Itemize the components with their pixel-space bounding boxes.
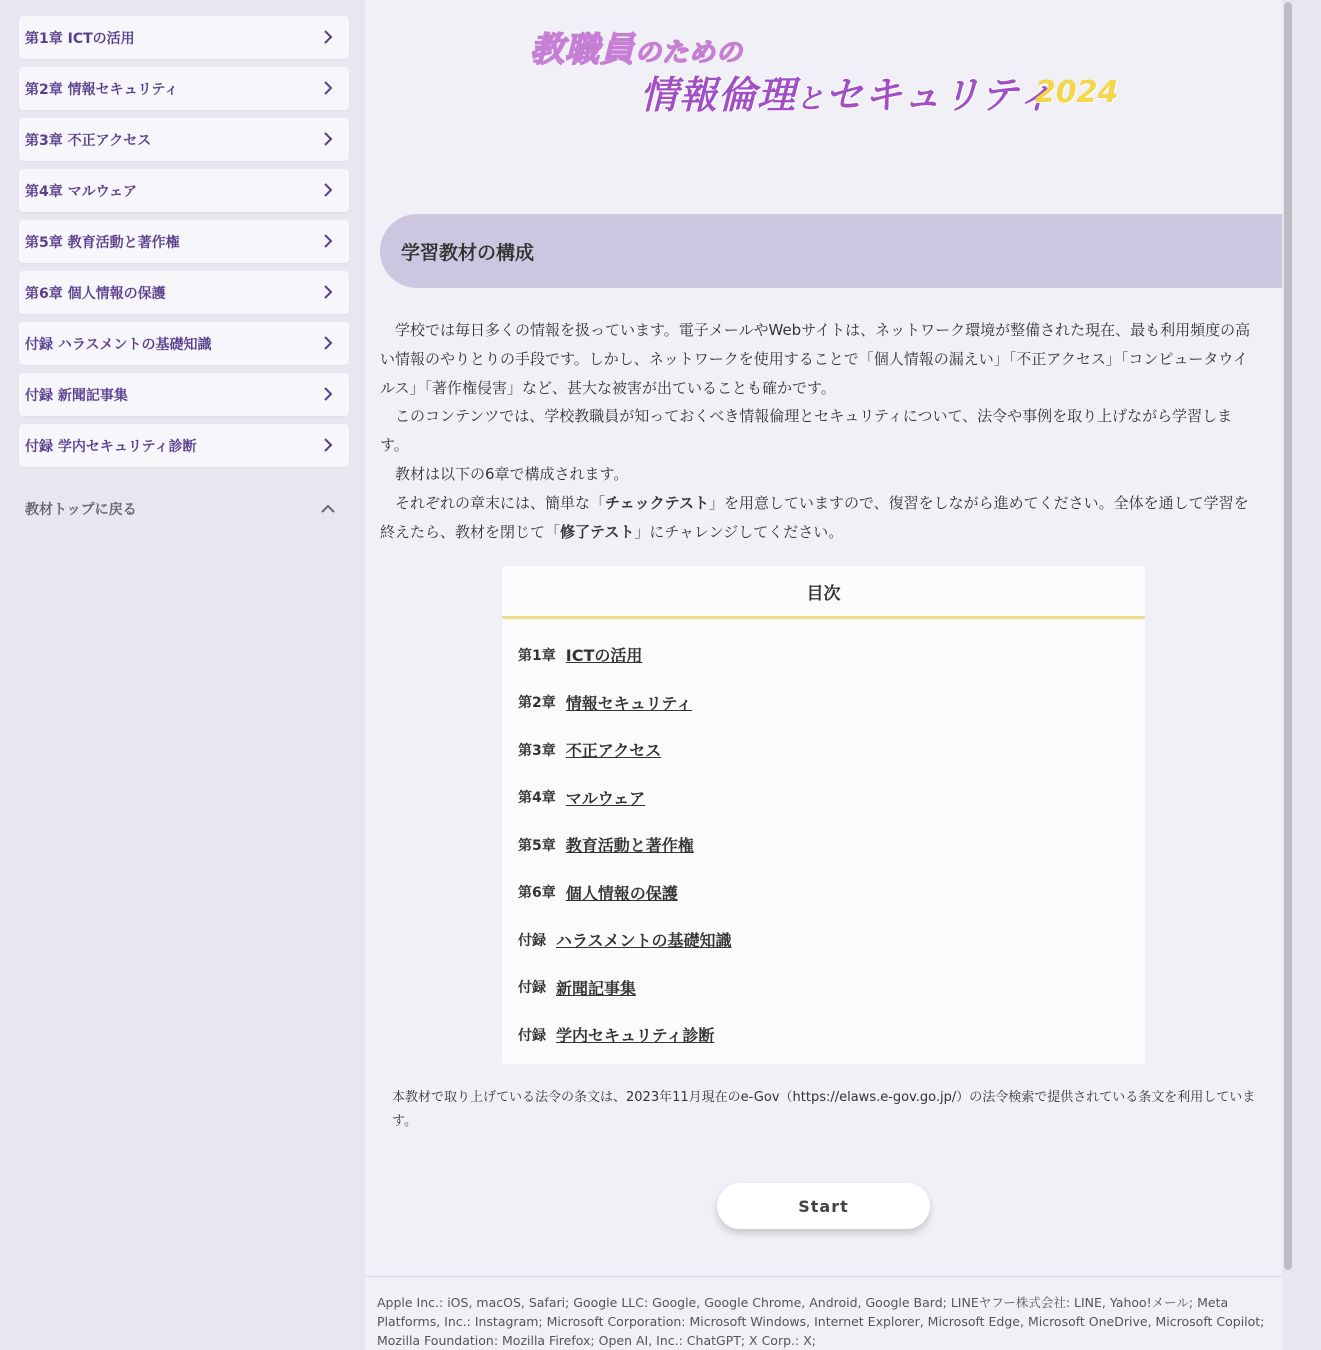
toc-row <box>502 726 1145 774</box>
chevron-right-icon <box>319 436 337 454</box>
toc-link-appendix-harassment[interactable]: ハラスメントの基礎知識 <box>556 931 732 951</box>
toc-chapter-number: 第5章 <box>518 837 556 854</box>
logo-text: 情報倫理 <box>640 73 797 117</box>
toc-chapter-number: 第4章 <box>518 790 556 807</box>
sidebar-item-label: 第1章 ICTの活用 <box>25 30 135 47</box>
intro-paragraph <box>380 489 1260 547</box>
toc-chapter-number: 第6章 <box>518 885 556 902</box>
sidebar-item-appendix-security-check[interactable] <box>19 424 349 467</box>
toc-link-chapter2[interactable]: 情報セキュリティ <box>565 693 693 713</box>
toc-chapter-number: 第1章 <box>518 647 556 664</box>
toc-row <box>502 774 1145 822</box>
toc-link-appendix-news[interactable]: 新聞記事集 <box>556 978 637 998</box>
sidebar-item-label: 付録 学内セキュリティ診断 <box>25 438 197 455</box>
chevron-up-icon <box>319 500 337 518</box>
sidebar-item-label: 第6章 個人情報の保護 <box>25 285 166 302</box>
sidebar-item-chapter3[interactable] <box>19 118 349 161</box>
toc-row <box>502 821 1145 869</box>
chevron-right-icon <box>319 181 337 199</box>
intro-paragraph: 教材は以下の6章で構成されます。 <box>395 464 629 483</box>
intro-text <box>380 316 1260 546</box>
toc-row <box>502 631 1145 679</box>
intro-text-part: それぞれの章末には、簡単な「 <box>395 493 606 512</box>
logo-text: と <box>796 82 826 115</box>
logo-text: のための <box>635 38 744 68</box>
back-to-top-link[interactable] <box>19 493 349 525</box>
chevron-right-icon <box>319 28 337 46</box>
start-button[interactable]: Start <box>717 1183 930 1229</box>
final-test-emphasis: 修了テスト <box>560 522 635 541</box>
right-gutter <box>1294 0 1321 1350</box>
logo-line2 <box>640 64 1055 119</box>
sidebar-item-label: 第2章 情報セキュリティ <box>25 81 179 98</box>
toc-row <box>502 869 1145 917</box>
sidebar <box>0 0 365 1350</box>
sidebar-item-label: 付録 新聞記事集 <box>25 387 128 404</box>
sidebar-item-chapter2[interactable] <box>19 67 349 110</box>
sidebar-item-chapter5[interactable] <box>19 220 349 263</box>
scrollbar-thumb[interactable] <box>1284 2 1292 1270</box>
toc-link-chapter4[interactable]: マルウェア <box>565 788 646 808</box>
toc-row <box>502 916 1145 964</box>
toc-row <box>502 964 1145 1012</box>
sidebar-item-chapter1[interactable] <box>19 16 349 59</box>
intro-text-part: 」を用意していますので、復習をしながら進めてください。全体を通して学習を終えたら、教材を閉じて「 <box>380 493 1249 541</box>
check-test-emphasis: チェックテスト <box>605 493 709 512</box>
chevron-right-icon <box>319 232 337 250</box>
logo-year: 2024 <box>1035 75 1119 110</box>
chevron-right-icon <box>319 130 337 148</box>
toc-link-appendix-security-check[interactable]: 学内セキュリティ診断 <box>556 1026 715 1046</box>
scrollbar[interactable] <box>1282 0 1294 1350</box>
sidebar-item-chapter4[interactable] <box>19 169 349 212</box>
toc-row <box>502 1011 1145 1059</box>
logo-text: セキュリティ <box>825 73 1056 117</box>
toc-title: 目次 <box>502 566 1145 619</box>
toc-chapter-number: 付録 <box>518 980 546 997</box>
back-to-top-label: 教材トップに戻る <box>25 502 137 518</box>
toc-link-chapter3[interactable]: 不正アクセス <box>565 741 662 761</box>
chevron-right-icon <box>319 79 337 97</box>
chevron-right-icon <box>319 334 337 352</box>
sidebar-item-label: 付録 ハラスメントの基礎知識 <box>25 336 212 353</box>
toc-link-chapter1[interactable]: ICTの活用 <box>565 646 643 666</box>
sidebar-item-label: 第4章 マルウェア <box>25 183 138 200</box>
sidebar-item-appendix-harassment[interactable] <box>19 322 349 365</box>
chevron-right-icon <box>319 283 337 301</box>
chevron-right-icon <box>319 385 337 403</box>
logo-text: 教職員 <box>530 30 635 70</box>
toc-chapter-number: 付録 <box>518 932 546 949</box>
trademark-footer: Apple Inc.: iOS, macOS, Safari; Google LLC: Google, Google Chrome, Android, Google Bard; LINEヤフー株式会社: LINE, Yahoo!メール; Meta Platforms, Inc.: Instagram; Microsoft Corporation: Microsoft Windows, Internet Explorer, Microsoft Edge, Microsoft OneDrive, Microsoft Copilot; Mozilla Foundation: Mozilla Firefox; Open AI, Inc.: ChatGPT; X Corp.: X; <box>365 1276 1282 1350</box>
table-of-contents <box>502 566 1145 1064</box>
toc-row <box>502 679 1145 727</box>
legal-note: 本教材で取り上げている法令の条文は、2023年11月現在のe-Gov（https://elaws.e-gov.go.jp/）の法令検索で提供されている条文を利用しています。 <box>392 1090 1256 1129</box>
sidebar-item-label: 第5章 教育活動と著作権 <box>25 234 180 251</box>
sidebar-item-chapter6[interactable] <box>19 271 349 314</box>
intro-text-part: 」にチャレンジしてください。 <box>634 522 844 541</box>
toc-chapter-number: 第3章 <box>518 742 556 759</box>
sidebar-item-label: 第3章 不正アクセス <box>25 132 152 149</box>
toc-chapter-number: 付録 <box>518 1027 546 1044</box>
toc-link-chapter5[interactable]: 教育活動と著作権 <box>565 836 694 856</box>
intro-paragraph: 学校では毎日多くの情報を扱っています。電子メールやWebサイトは、ネットワーク環境が整備された現在、最も利用頻度の高い情報のやりとりの手段です。しかし、ネットワークを使用することで「個人情報の漏えい」「不正アクセス」「コンピュータウイルス」「著作権侵害」など、甚大な被害が出ていることも確かです。 <box>380 321 1251 397</box>
section-title: 学習教材の構成 <box>380 214 1282 288</box>
course-logo <box>530 20 1130 120</box>
intro-paragraph: このコンテンツでは、学校教職員が知っておくべき情報倫理とセキュリティについて、法令や事例を取り上げながら学習します。 <box>380 407 1233 455</box>
toc-link-chapter6[interactable]: 個人情報の保護 <box>565 883 678 903</box>
toc-chapter-number: 第2章 <box>518 695 556 712</box>
sidebar-item-appendix-news[interactable] <box>19 373 349 416</box>
toc-list <box>502 619 1145 1059</box>
